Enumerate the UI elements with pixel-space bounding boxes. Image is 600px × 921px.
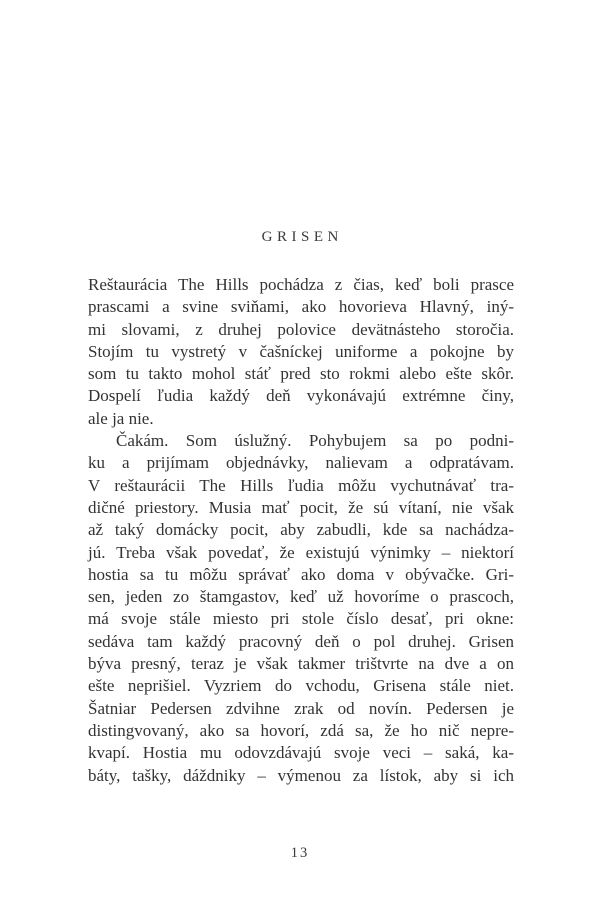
text-line: sedáva tam každý pracovný deň o pol druhej. Grisen	[88, 631, 514, 651]
text-line: báty, tašky, dáždniky – výmenou za lístok, aby si ich	[88, 765, 514, 785]
page-number: 13	[290, 845, 310, 861]
text-block	[88, 274, 514, 787]
text-line: Stojím tu vystretý v čašníckej uniforme a pokojne by	[88, 341, 514, 361]
text-line: som tu takto mohol stáť pred sto rokmi alebo ešte skôr.	[88, 364, 514, 384]
text-line: Šatniar Pedersen zdvihne zrak od novín. Pedersen je	[88, 698, 514, 718]
text-line: má svoje stále miesto pri stole číslo desať, pri okne:	[88, 609, 514, 629]
text-line: prascami a svine sviňami, ako hovorieva Hlavný, iný-	[88, 297, 514, 317]
chapter-title: GRISEN	[261, 229, 343, 245]
text-line: mi slovami, z druhej polovice devätnásteho storočia.	[88, 319, 514, 339]
text-line: až taký domácky pocit, aby zabudli, kde sa nachádza-	[88, 520, 514, 540]
text-line: ešte neprišiel. Vyzriem do vchodu, Grisena stále niet.	[88, 676, 514, 696]
text-line: dičné priestory. Musia mať pocit, že sú vítaní, nie však	[88, 497, 514, 517]
text-line: ale ja nie.	[88, 408, 154, 428]
text-line: Čakám. Som úslužný. Pohybujem sa po podni-	[116, 431, 514, 451]
text-line: jú. Treba však povedať, že existujú výnimky – niektorí	[88, 542, 514, 562]
text-line: hostia sa tu môžu správať ako doma v obývačke. Gri-	[88, 564, 514, 584]
text-line: kvapí. Hostia mu odovzdávajú svoje veci – saká, ka-	[88, 743, 514, 763]
text-line: býva presný, teraz je však takmer trištvrte na dve a on	[88, 654, 514, 674]
text-line: ku a prijímam objednávky, nalievam a odpratávam.	[88, 453, 514, 473]
text-line: Reštaurácia The Hills pochádza z čias, keď boli prasce	[88, 275, 514, 294]
text-line: Dospelí ľudia každý deň vykonávajú extrémne činy,	[88, 386, 514, 406]
text-line: V reštaurácii The Hills ľudia môžu vychutnávať tra-	[88, 475, 514, 495]
text-line: distingvovaný, ako sa hovorí, zdá sa, že ho nič nepre-	[88, 720, 514, 740]
text-line: sen, jeden zo štamgastov, keď už hovoríme o prascoch,	[88, 587, 514, 607]
